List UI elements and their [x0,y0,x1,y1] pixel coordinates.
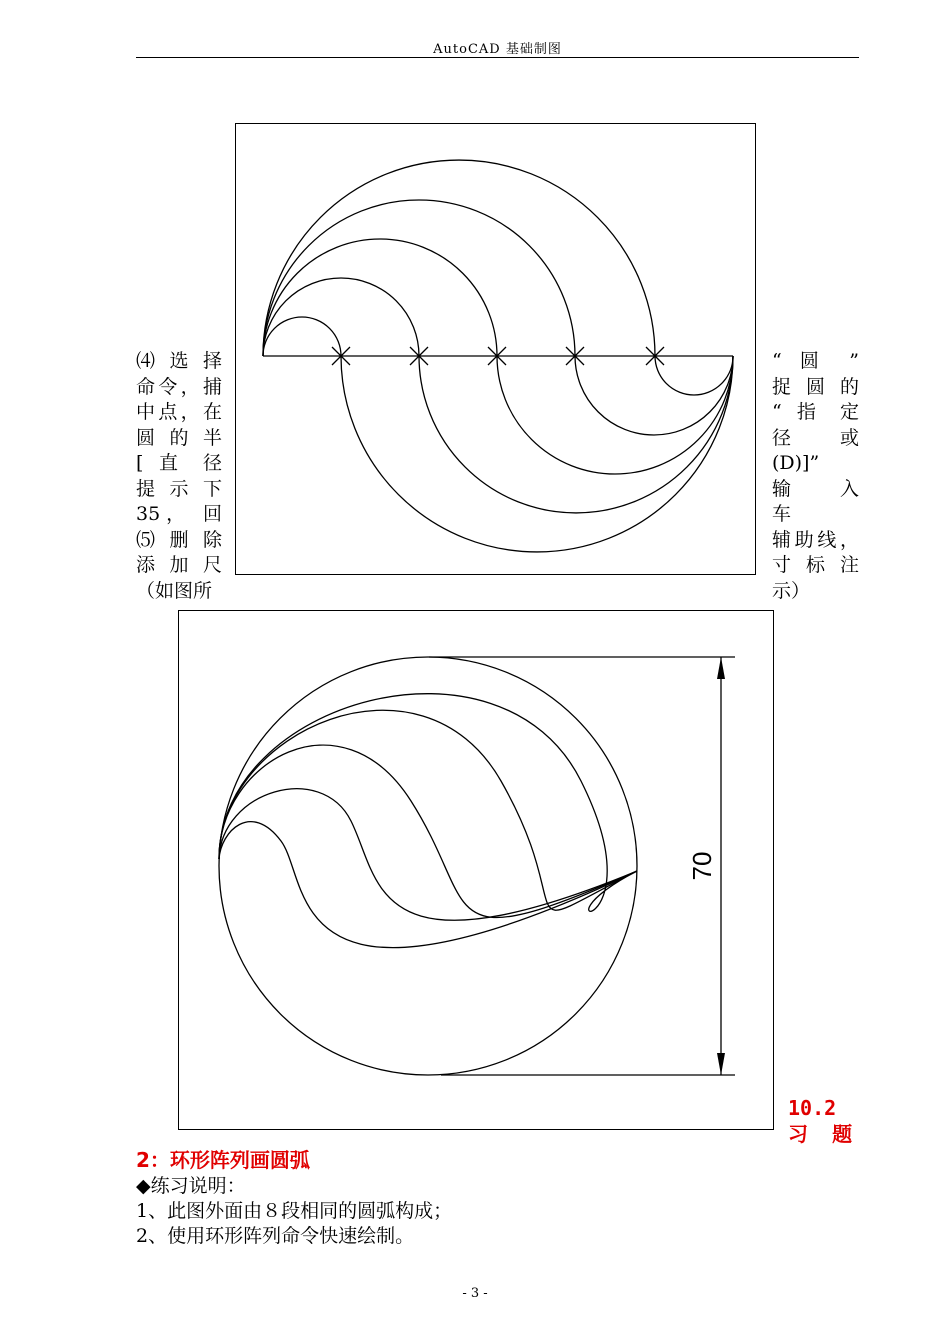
arc-lower-1 [655,356,733,395]
left-line: 添 加 尺 [136,554,222,576]
left-text-column [136,349,222,604]
spiral-arc-5 [219,822,637,948]
section-title-line: 习 题 [788,1122,853,1146]
exercise-heading: 2：环形阵列画圆弧 [136,1148,310,1172]
construction-drawing [236,124,755,574]
spiral-arc-4 [219,789,637,921]
page-header: AutoCAD 基础制图 [433,42,562,57]
left-line: 35， 回 [136,503,222,525]
right-line: “ 指 定 [772,401,859,423]
right-line: 车 [772,503,792,525]
outer-upper-arc [263,160,655,356]
arc-lower-2 [575,356,733,435]
dimension-arrow-bottom [717,1053,725,1075]
left-line: 命令，捕 [136,375,222,398]
left-line: 中点，在 [136,401,222,423]
outer-lower-arc [341,356,733,552]
arc-lower-3 [497,356,733,474]
spiral-arc-2 [219,710,637,910]
dimensioned-drawing [179,611,773,1129]
right-line: (D)]” [772,452,820,474]
figure-dimensioned [178,610,774,1130]
right-line: 寸 标 注 [772,554,859,576]
outer-circle [219,657,637,1075]
right-line: 捉 圆 的 [772,375,859,398]
arc-upper-4 [263,200,575,356]
dimension-arrow-top [717,657,725,679]
left-line: [ 直 径 [136,452,222,474]
arc-upper-1 [263,317,341,356]
arc-upper-2 [263,278,419,356]
left-line: ⑷ 选 择 [136,350,222,372]
arc-lower-4 [419,356,733,513]
left-line: （如图所 [136,579,213,602]
dimension-label: 70 [687,851,717,881]
left-line: 圆 的 半 [136,426,222,449]
section-number-line: 10.2 [788,1096,837,1120]
exercise-item: 1、此图外面由８段相同的圆弧构成； [136,1200,453,1222]
header-rule [136,57,859,58]
right-line: 输 入 [772,477,859,500]
right-line: 辅助线， [772,528,859,551]
spiral-arc-1 [219,694,637,912]
right-line: 示） [772,579,811,602]
left-line: ⑸ 删 除 [136,528,222,551]
right-text-column [772,349,859,604]
figure-construction [235,123,756,575]
spiral-arc-3 [219,745,637,917]
page-number: - 3 - [462,1286,488,1301]
section-number [788,1095,852,1147]
exercise-bullet: ◆练习说明： [136,1175,246,1197]
exercise-item: 2、使用环形阵列命令快速绘制。 [136,1225,415,1247]
left-line: 提 示 下 [136,477,222,500]
right-line: “ 圆 ” [772,350,859,372]
right-line: 径 或 [772,426,859,449]
